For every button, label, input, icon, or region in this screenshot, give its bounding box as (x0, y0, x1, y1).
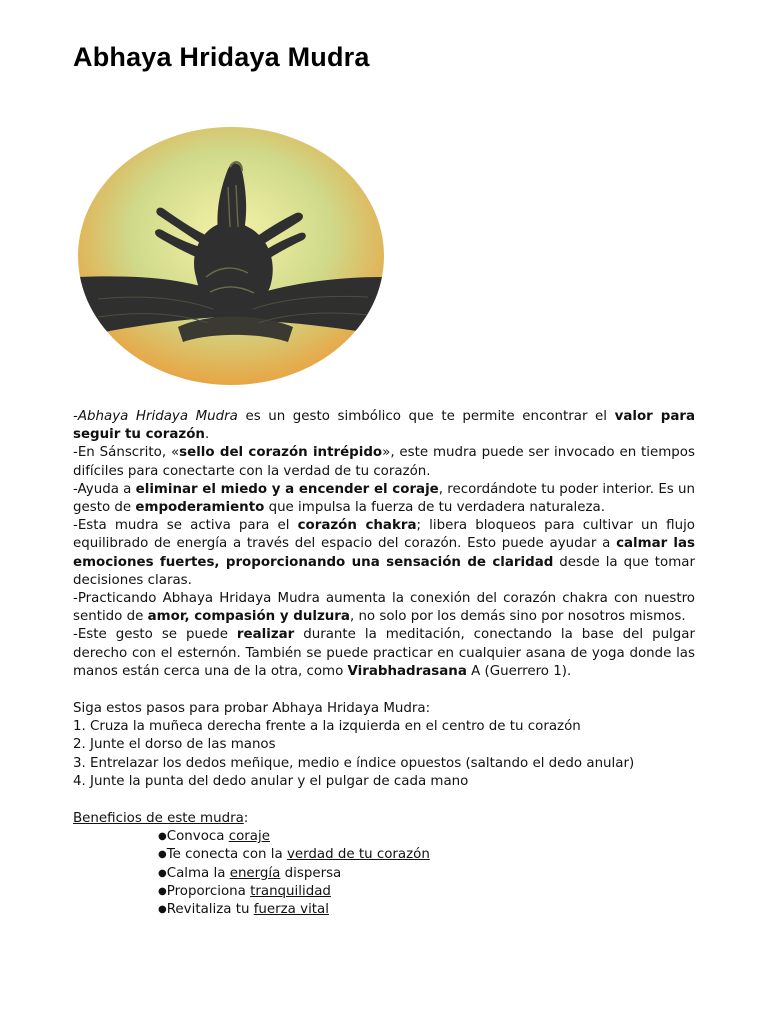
text-span: Proporciona (166, 883, 251, 899)
bold-phrase: valor para seguir tu corazón (73, 409, 695, 443)
text-span: durante la meditación, conectando la base del pulgar derecho con el esternón. También se puede practicar en cualquier asana de yoga donde las manos están cerca una de la otra, como (73, 627, 695, 679)
step-item: 4. Junte la punta del dedo anular y el pulgar de cada mano (73, 773, 469, 789)
step-item: 3. Entrelazar los dedos meñique, medio e índice opuestos (saltando el dedo anular) (73, 755, 635, 771)
step-item: 2. Junte el dorso de las manos (73, 737, 276, 753)
intro-paragraph-2 (73, 444, 695, 480)
bold-phrase: Virabhadrasana (347, 663, 467, 679)
benefits-heading-text: Beneficios de este mudra (73, 811, 244, 826)
text-span: Revitaliza tu (166, 902, 254, 918)
benefits-heading (73, 810, 695, 828)
bold-phrase: calmar las emociones fuertes, proporcionando una sensación de claridad (73, 536, 695, 570)
benefit-link[interactable]: energía (229, 865, 281, 881)
bold-phrase: empoderamiento (135, 500, 265, 516)
italic-mudra-name: Abhaya Hridaya Mudra (77, 409, 238, 424)
benefit-link[interactable]: verdad de tu corazón (286, 847, 430, 863)
text-span: desde la que tomar decisiones claras. (73, 554, 695, 588)
bullet-icon: ● (158, 885, 167, 897)
text-span: Convoca (166, 829, 229, 845)
bold-phrase: corazón chakra (297, 518, 417, 534)
benefits-section (73, 810, 695, 919)
bullet-icon: ● (158, 867, 167, 879)
benefit-link[interactable]: fuerza vital (253, 902, 329, 918)
intro-paragraph-5 (73, 590, 695, 626)
steps-intro: Siga estos pasos para probar Abhaya Hridaya Mudra: (73, 701, 431, 716)
intro-paragraph-3 (73, 481, 695, 517)
text-span: A (Guerrero 1). (466, 663, 572, 679)
text-span: -Este gesto se puede (73, 627, 237, 643)
intro-paragraph-4 (73, 517, 695, 590)
bullet-icon: ● (158, 904, 167, 916)
text-span: Calma la (166, 865, 230, 881)
bold-phrase: realizar (236, 627, 295, 643)
text-span: -Esta mudra se activa para el (73, 518, 298, 534)
benefit-link[interactable]: tranquilidad (250, 883, 331, 899)
bullet-icon: ● (158, 831, 167, 843)
text-span: , no solo por los demás sino por nosotros mismos. (349, 609, 686, 625)
bold-phrase: sello del corazón intrépido (179, 445, 383, 461)
benefit-item (73, 883, 695, 901)
text-span: dispersa (280, 865, 342, 881)
text-span: , recordándote tu poder interior. Es un gesto de (73, 481, 696, 516)
text-span: . (204, 427, 210, 443)
page-title: Abhaya Hridaya Mudra (73, 42, 370, 72)
text-span: -Ayuda a (73, 481, 136, 497)
mudra-illustration (78, 127, 384, 385)
bold-phrase: eliminar el miedo y a encender el coraje (135, 481, 439, 497)
steps-section (73, 700, 695, 791)
text-span: -En Sánscrito, « (73, 445, 180, 461)
intro-section (73, 408, 695, 681)
text-span: -Practicando Abhaya Hridaya Mudra aumenta la conexión del corazón chakra con nuestro sentido de (73, 591, 695, 625)
text-span: es un gesto simbólico que te permite encontrar el (237, 409, 615, 424)
benefit-item (73, 865, 695, 883)
bold-phrase: amor, compasión y dulzura (147, 609, 350, 625)
intro-paragraph-1 (73, 408, 695, 444)
benefit-item (73, 901, 695, 919)
text-span: Te conecta con la (166, 847, 287, 863)
text-span: : (243, 811, 249, 826)
intro-paragraph-6 (73, 626, 695, 681)
text-span: - (73, 409, 78, 424)
bullet-icon: ● (158, 849, 167, 861)
step-item: 1. Cruza la muñeca derecha frente a la izquierda en el centro de tu corazón (73, 719, 581, 735)
benefit-link[interactable]: coraje (228, 829, 270, 845)
text-span: ; libera bloqueos para cultivar un flujo equilibrado de energía a través del espacio del corazón. Esto puede ayudar a (73, 518, 695, 552)
text-span: », este mudra puede ser invocado en tiempos difíciles para conectarte con la verdad de tu corazón. (73, 445, 695, 479)
benefit-item (73, 846, 695, 864)
benefit-item (73, 828, 695, 846)
text-span: que impulsa la fuerza de tu verdadera naturaleza. (264, 500, 606, 516)
